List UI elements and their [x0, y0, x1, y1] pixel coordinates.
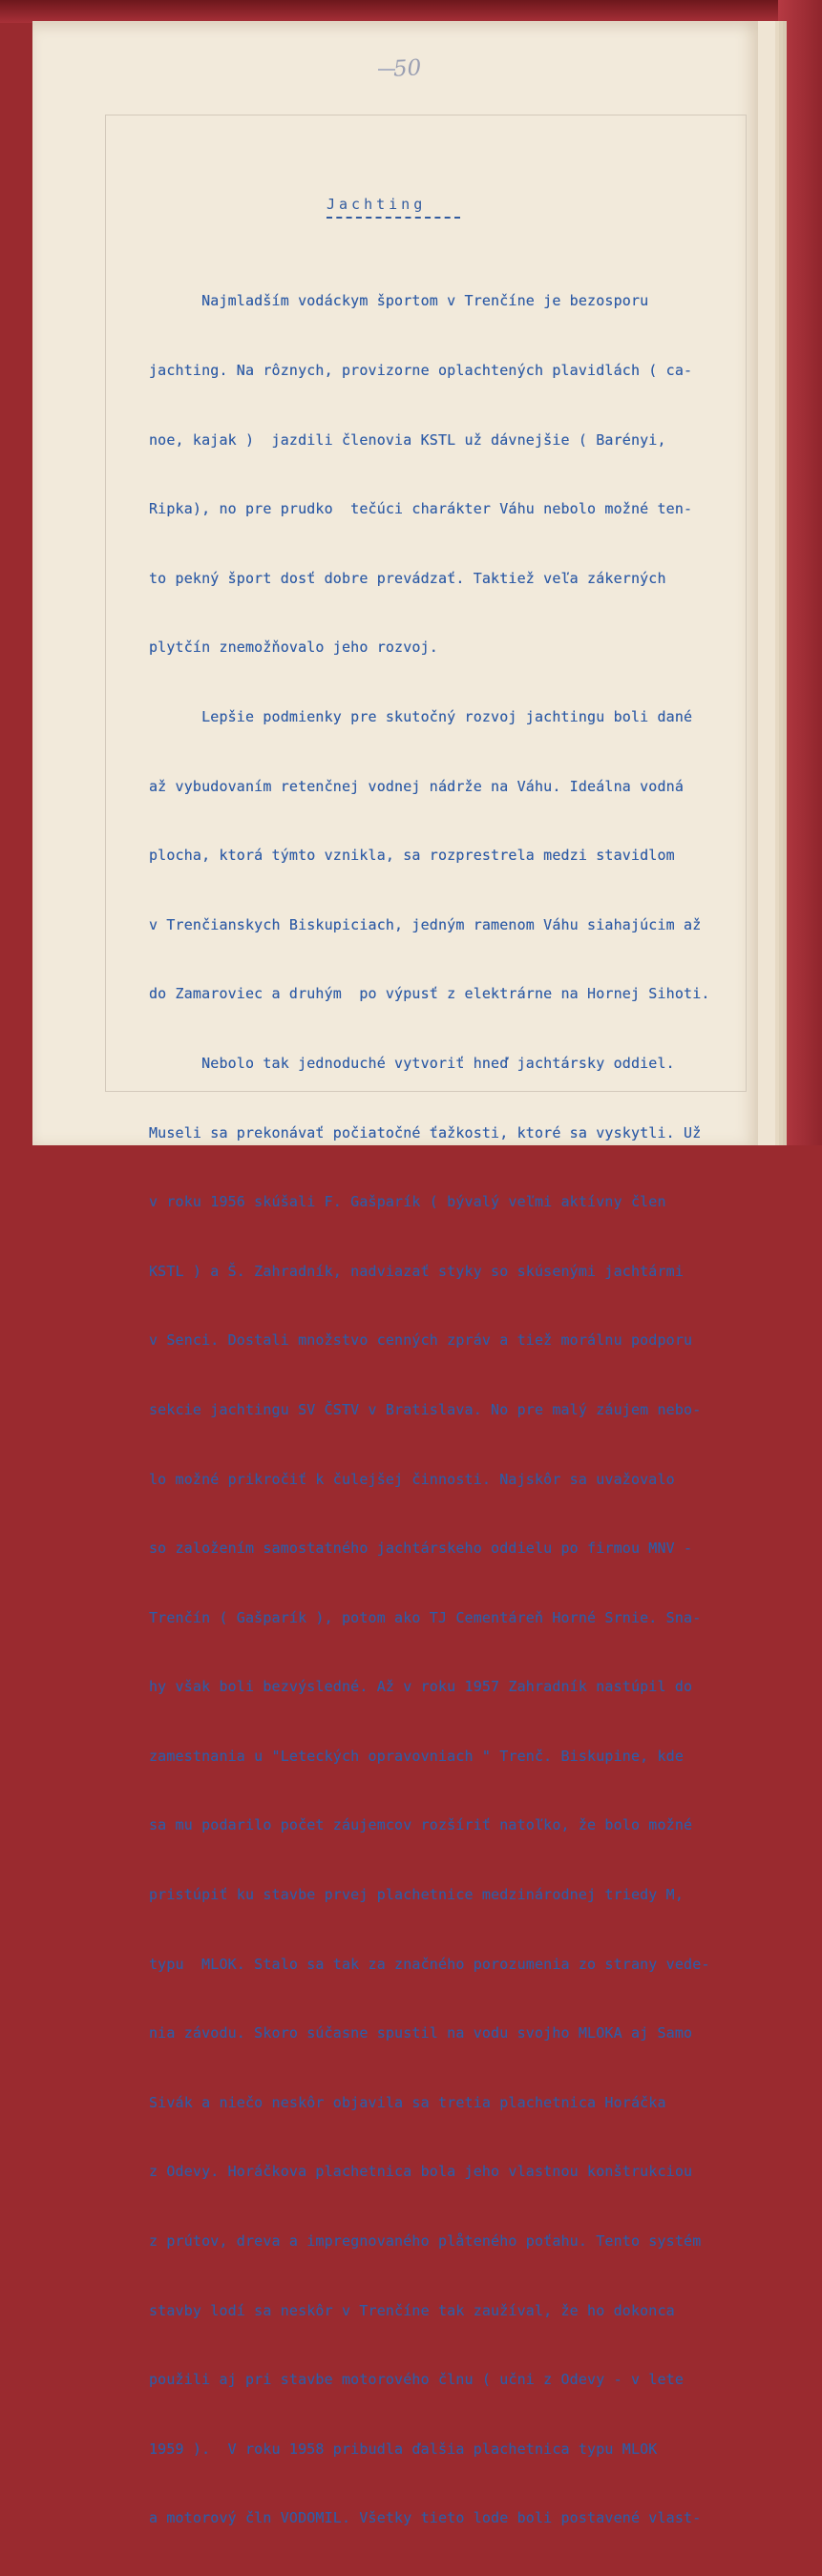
text-line-8: až vybudovaním retenčnej vodnej nádrže na Váhu. Ideálna vodná	[149, 777, 685, 795]
page-number: 50	[392, 55, 422, 82]
text-line-10: v Trenčianskych Biskupiciach, jedným ramenom Váhu siahajúcim až	[149, 915, 702, 933]
text-line-12: Nebolo tak jednoduché vytvoriť hneď jachtársky oddiel.	[149, 1054, 675, 1072]
text-line-4: Ripka), no pre prudko tečúci charákter Váhu nebolo možné ten-	[149, 500, 693, 518]
binder-right-edge	[778, 0, 822, 1145]
text-line-27: Sivák a niečo neskôr objavila sa tretia plachetnica Horáčka	[149, 2093, 666, 2111]
text-line-16: v Senci. Dostali množstvo cenných zpráv a tiež morálnu podporu	[149, 1331, 693, 1350]
text-line-26: nia závodu. Skoro súčasne spustil na vodu svojho MLOKA aj Samo	[149, 2024, 693, 2042]
text-line-30: stavby lodí sa neskôr v Trenčíne tak zaužíval, že ho dokonca	[149, 2301, 675, 2319]
text-line-6: plytčín znemožňovalo jeho rozvoj.	[149, 639, 438, 657]
text-line-22: zamestnania u "Leteckých opravovniach " Trenč. Biskupine, kde	[149, 1747, 685, 1765]
text-line-5: to pekný šport dosť dobre prevádzať. Taktiež veľa zákerných	[149, 569, 666, 587]
text-line-31: použili aj pri stavbe motorového člnu ( učni z Odevy - v lete	[149, 2371, 685, 2389]
text-line-29: z prútov, dreva a impregnovaného plåteného poťahu. Tento systém	[149, 2232, 702, 2251]
text-line-28: z Odevy. Horáčkova plachetnica bola jeho vlastnou konštrukciou	[149, 2163, 693, 2181]
text-line-9: plocha, ktorá týmto vznikla, sa rozprestrela medzi stavidlom	[149, 847, 675, 865]
text-line-18: lo možné prikročiť k čulejšej činnosti. Najskôr sa uvažovalo	[149, 1470, 675, 1488]
text-line-17: sekcie jachtingu SV ČSTV v Bratislava. No pre malý záujem nebo-	[149, 1400, 702, 1418]
text-line-3: noe, kajak ) jazdili členovia KSTL už dávnejšie ( Barényi,	[149, 430, 666, 449]
body-text	[149, 243, 739, 2576]
text-line-2: jachting. Na rôznych, provizorne oplachtených plavidlách ( ca-	[149, 362, 693, 379]
text-line-23: sa mu podarilo počet záujemcov rozšíriť natoľko, že bolo možné	[149, 1816, 693, 1834]
text-line-20: Trenčín ( Gašparík ), potom ako TJ Cementáreň Horné Srnie. Sna-	[149, 1608, 702, 1626]
text-line-15: KSTL ) a Š. Zahradník, nadviazať styky so skúsenými jachtármi	[149, 1262, 685, 1280]
text-line-11: do Zamaroviec a druhým po výpusť z elektrárne na Hornej Sihoti.	[149, 985, 710, 1003]
text-line-24: pristúpiť ku stavbe prvej plachetnice medzinárodnej triedy M,	[149, 1886, 685, 1904]
title-underline	[327, 217, 460, 219]
text-line-25: typu MLOK. Stalo sa tak za značného porozumenia zo strany vede-	[149, 1955, 710, 1973]
text-line-14: v roku 1956 skúšali F. Gašparík ( bývalý veľmi aktívny člen	[149, 1193, 666, 1211]
text-line-7: Lepšie podmienky pre skutočný rozvoj jachtingu boli dané	[149, 707, 693, 725]
binder-top-edge	[0, 0, 822, 23]
text-line-19: so založením samostatného jachtárskeho oddielu po firmou MNV -	[149, 1539, 693, 1558]
text-line-21: hy však boli bezvýsledné. Až v roku 1957 Zahradník nastúpil do	[149, 1678, 693, 1696]
document-title: Jachting	[327, 196, 427, 213]
text-line-1: Najmladším vodáckym športom v Trenčíne je bezosporu	[149, 292, 649, 310]
text-line-33: a motorový čln VODOMIL. Všetky tieto lode boli postavené vlast-	[149, 2509, 702, 2527]
document-page	[32, 21, 758, 2527]
text-line-13: Museli sa prekonávať počiatočné ťažkosti, ktoré sa vyskytli. Už	[149, 1123, 702, 1141]
text-line-32: 1959 ). V roku 1958 pribudla ďalšia plachetnica typu MLOK	[149, 2440, 658, 2458]
